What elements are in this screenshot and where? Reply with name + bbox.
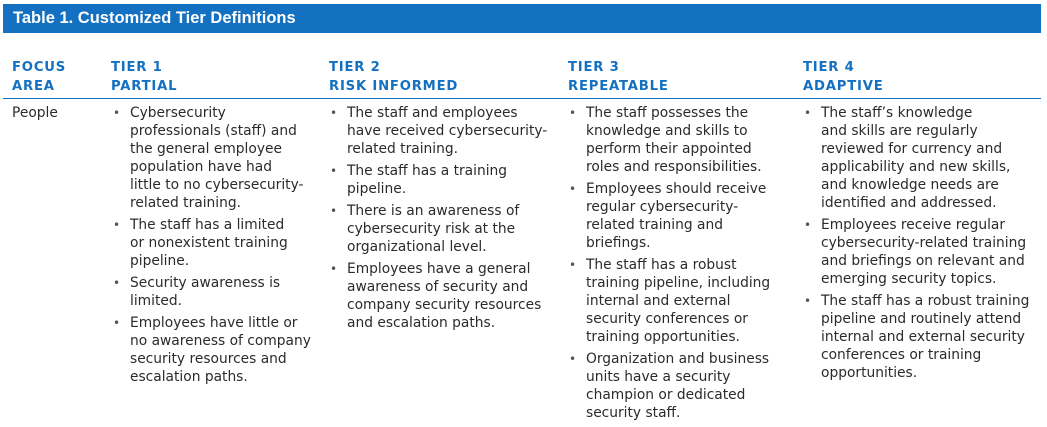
bullet-text-line: The staff has a training [347, 163, 508, 179]
bullet-icon: • [804, 294, 812, 308]
column-header-line2: PARTIAL [111, 79, 178, 94]
bullet-item [330, 162, 547, 198]
bullet-item [804, 216, 1029, 288]
column-header-tier-4 [803, 58, 884, 96]
bullet-item [569, 350, 770, 422]
bullet-text-line: The staff has a robust training [821, 293, 1030, 309]
bullet-item [569, 256, 770, 346]
bullet-icon: • [330, 204, 338, 218]
column-header-line1: TIER 2 [329, 60, 381, 75]
bullet-text-line: applicability and new skills, [821, 159, 1011, 175]
focus-area-cell: People [12, 105, 58, 121]
column-header-focus-area [12, 58, 66, 96]
column-header-line1: FOCUS [12, 60, 67, 75]
column-header-line2: RISK INFORMED [329, 79, 459, 94]
tier-2-cell [330, 104, 547, 336]
bullet-text-line: training opportunities. [586, 329, 740, 345]
bullet-text-line: regular cybersecurity- [586, 199, 739, 215]
bullet-text-line: little to no cybersecurity- [130, 177, 304, 193]
column-header-line2: AREA [12, 79, 55, 94]
bullet-text-line: Employees receive regular [821, 217, 1006, 233]
header-divider [3, 98, 1041, 99]
bullet-text-line: escalation paths. [130, 369, 248, 385]
bullet-icon: • [569, 352, 577, 366]
bullet-item [113, 104, 311, 212]
bullet-text-line: perform their appointed [586, 141, 752, 157]
bullet-text-line: training pipeline, including [586, 275, 771, 291]
bullet-icon: • [330, 164, 338, 178]
column-header-tier-3 [568, 58, 669, 96]
column-header-tier-1 [111, 58, 177, 96]
bullet-text-line: security resources and [130, 351, 287, 367]
bullet-text-line: security staff. [586, 405, 681, 421]
tier-1-cell [113, 104, 311, 390]
bullet-text-line: identified and addressed. [821, 195, 997, 211]
bullet-icon: • [330, 106, 338, 120]
column-header-line1: TIER 1 [111, 60, 163, 75]
bullet-text-line: opportunities. [821, 365, 918, 381]
bullet-text-line: pipeline. [130, 253, 190, 269]
bullet-text-line: organizational level. [347, 239, 487, 255]
bullet-text-line: and escalation paths. [347, 315, 496, 331]
bullet-text-line: have received cybersecurity- [347, 123, 548, 139]
bullet-text-line: reviewed for currency and [821, 141, 1003, 157]
bullet-text-line: internal and external [586, 293, 731, 309]
bullet-icon: • [113, 106, 121, 120]
bullet-text-line: and briefings on relevant and [821, 253, 1025, 269]
bullet-text-line: or nonexistent training [130, 235, 288, 251]
bullet-text-line: The staff and employees [347, 105, 518, 121]
bullet-icon: • [569, 182, 577, 196]
bullet-text-line: the general employee [130, 141, 282, 157]
bullet-text-line: pipeline and routinely attend [821, 311, 1022, 327]
bullet-text-line: units have a security [586, 369, 731, 385]
column-header-tier-2 [329, 58, 458, 96]
table-title-bar [3, 4, 1041, 33]
bullet-text-line: cybersecurity risk at the [347, 221, 516, 237]
bullet-text-line: related training. [347, 141, 459, 157]
bullet-text-line: cybersecurity-related training [821, 235, 1027, 251]
bullet-text-line: The staff’s knowledge [821, 105, 973, 121]
bullet-text-line: Employees have a general [347, 261, 531, 277]
bullet-text-line: briefings. [586, 235, 651, 251]
bullet-item [569, 180, 770, 252]
column-header-line2: ADAPTIVE [803, 79, 884, 94]
bullet-item [113, 274, 311, 310]
column-header-line1: TIER 3 [568, 60, 620, 75]
bullet-icon: • [330, 262, 338, 276]
bullet-text-line: population have had [130, 159, 272, 175]
bullet-text-line: related training. [130, 195, 242, 211]
bullet-icon: • [804, 218, 812, 232]
bullet-text-line: awareness of security and [347, 279, 529, 295]
bullet-text-line: Employees should receive [586, 181, 767, 197]
bullet-icon: • [113, 276, 121, 290]
bullet-text-line: Organization and business [586, 351, 770, 367]
bullet-text-line: Security awareness is [130, 275, 281, 291]
bullet-text-line: champion or dedicated [586, 387, 746, 403]
bullet-text-line: The staff possesses the [586, 105, 749, 121]
bullet-icon: • [569, 106, 577, 120]
tier-3-cell [569, 104, 770, 426]
bullet-text-line: security conferences or [586, 311, 748, 327]
bullet-text-line: and knowledge needs are [821, 177, 999, 193]
bullet-text-line: company security resources [347, 297, 542, 313]
bullet-text-line: Employees have little or [130, 315, 298, 331]
bullet-icon: • [113, 316, 121, 330]
bullet-text-line: no awareness of company [130, 333, 311, 349]
bullet-icon: • [804, 106, 812, 120]
bullet-text-line: related training and [586, 217, 723, 233]
bullet-item [330, 202, 547, 256]
bullet-item [113, 314, 311, 386]
bullet-item [804, 104, 1029, 212]
bullet-text-line: The staff has a robust [586, 257, 737, 273]
bullet-item [804, 292, 1029, 382]
bullet-text-line: The staff has a limited [130, 217, 285, 233]
bullet-text-line: pipeline. [347, 181, 407, 197]
bullet-item [113, 216, 311, 270]
bullet-text-line: emerging security topics. [821, 271, 997, 287]
table-title: Table 1. Customized Tier Definitions [13, 9, 296, 27]
bullet-text-line: limited. [130, 293, 182, 309]
bullet-text-line: knowledge and skills to [586, 123, 748, 139]
column-header-line1: TIER 4 [803, 60, 855, 75]
bullet-text-line: There is an awareness of [347, 203, 520, 219]
bullet-icon: • [113, 218, 121, 232]
bullet-text-line: professionals (staff) and [130, 123, 297, 139]
bullet-icon: • [569, 258, 577, 272]
bullet-item [569, 104, 770, 176]
bullet-text-line: Cybersecurity [130, 105, 226, 121]
bullet-text-line: conferences or training [821, 347, 982, 363]
bullet-text-line: and skills are regularly [821, 123, 978, 139]
tier-4-cell [804, 104, 1029, 386]
bullet-text-line: internal and external security [821, 329, 1025, 345]
bullet-text-line: roles and responsibilities. [586, 159, 762, 175]
bullet-item [330, 104, 547, 158]
column-header-line2: REPEATABLE [568, 79, 669, 94]
bullet-item [330, 260, 547, 332]
